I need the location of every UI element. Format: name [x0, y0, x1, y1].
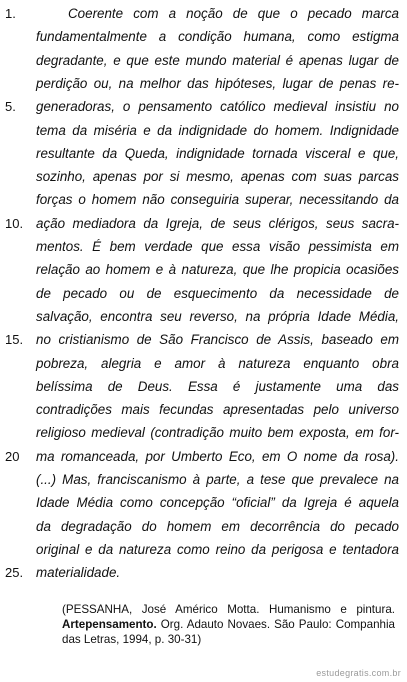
line-number: 20: [5, 448, 20, 464]
line-text: forças o homem não conseguiria superar, necessitando da: [36, 192, 399, 208]
line-number: 1.: [5, 6, 16, 21]
line-text: pobreza, alegria e amor à natureza enquanto obra: [36, 355, 399, 371]
line-text: original e da natureza como reino da perigosa e tentadora: [36, 541, 399, 557]
line-number: 15.: [5, 332, 24, 348]
line-text: tema da miséria e da indignidade do homem. Indignidade: [36, 122, 399, 138]
passage-line: [0, 237, 407, 257]
line-text: contradições mais fecundas apresentadas pelo universo: [36, 402, 399, 418]
line-text: de pecado ou de esquecimento da necessidade de: [36, 285, 399, 301]
line-text: ação mediadora da Igreja, de seus clérigos, seus sacra-: [36, 215, 399, 231]
passage-line: [0, 400, 407, 420]
line-text: mentos. É bem verdade que essa visão pessimista em: [36, 239, 399, 254]
line-text: salvação, encontra seu reverso, na própria Idade Média,: [36, 308, 399, 324]
line-text: da degradação do homem em decorrência do pecado: [36, 518, 399, 534]
passage-line: [0, 517, 407, 537]
line-number: 25.: [5, 565, 24, 581]
line-text: degradante, e que este mundo material é apenas lugar de: [36, 52, 399, 68]
citation-title: Artepensamento.: [62, 618, 157, 631]
watermark: estudegratis.com.br: [316, 668, 401, 678]
passage-line: [0, 121, 407, 141]
passage-line: [0, 144, 407, 164]
citation-part1: (PESSANHA, José Américo Motta. Humanismo e pintura.: [62, 603, 395, 616]
citation-part2: Org. Adauto Novaes. São Paulo: Companhia das Letras, 1994, p. 30-31): [62, 618, 395, 646]
passage-line: [0, 470, 407, 490]
passage-line: [0, 190, 407, 210]
line-text: perdição ou, na melhor das hipóteses, lugar de penas re-: [36, 75, 399, 91]
passage-line: [0, 447, 407, 467]
passage-line: [0, 74, 407, 94]
passage-line: [0, 27, 407, 47]
line-text: generadoras, o pensamento católico medieval insistiu no: [36, 99, 399, 115]
line-text: no cristianismo de São Francisco de Assis, baseado em: [36, 332, 399, 348]
citation: [62, 602, 395, 647]
passage-line: [0, 284, 407, 304]
line-text: relação ao homem e à natureza, que lhe propicia ocasiões: [36, 262, 399, 278]
passage-line: [0, 4, 407, 24]
passage-line: [0, 307, 407, 327]
line-text: sozinho, apenas por si mesmo, apenas com suas parcas: [36, 169, 399, 185]
line-text: religioso medieval (contradição muito bem exposta, em for-: [36, 425, 399, 441]
line-text: belíssima de Deus. Essa é justamente uma das: [36, 378, 399, 394]
line-text: ma romanceada, por Umberto Eco, em O nome da rosa).: [36, 448, 399, 464]
line-text: Idade Média como concepção “oficial” da Igreja é aquela: [36, 495, 399, 511]
line-text: (...) Mas, franciscanismo à parte, a tese que prevalece na: [36, 472, 399, 487]
passage-line: [0, 377, 407, 397]
passage-line: [0, 214, 407, 234]
passage-line: [0, 97, 407, 117]
line-text: resultante da Queda, indignidade tornada visceral e que,: [36, 145, 399, 161]
passage-line: [0, 167, 407, 187]
line-text: materialidade.: [36, 565, 121, 581]
passage-line: [0, 354, 407, 374]
passage-line: [0, 423, 407, 443]
passage-line: [0, 330, 407, 350]
line-number: 10.: [5, 215, 24, 231]
passage-line: [0, 51, 407, 71]
line-text: Coerente com a noção de que o pecado marca: [68, 6, 399, 21]
passage-line: [0, 260, 407, 280]
line-text: fundamentalmente a condição humana, como estigma: [36, 29, 399, 45]
passage-line: [0, 540, 407, 560]
passage-line: [0, 493, 407, 513]
passage-line: [0, 563, 407, 583]
line-number: 5.: [5, 99, 16, 115]
